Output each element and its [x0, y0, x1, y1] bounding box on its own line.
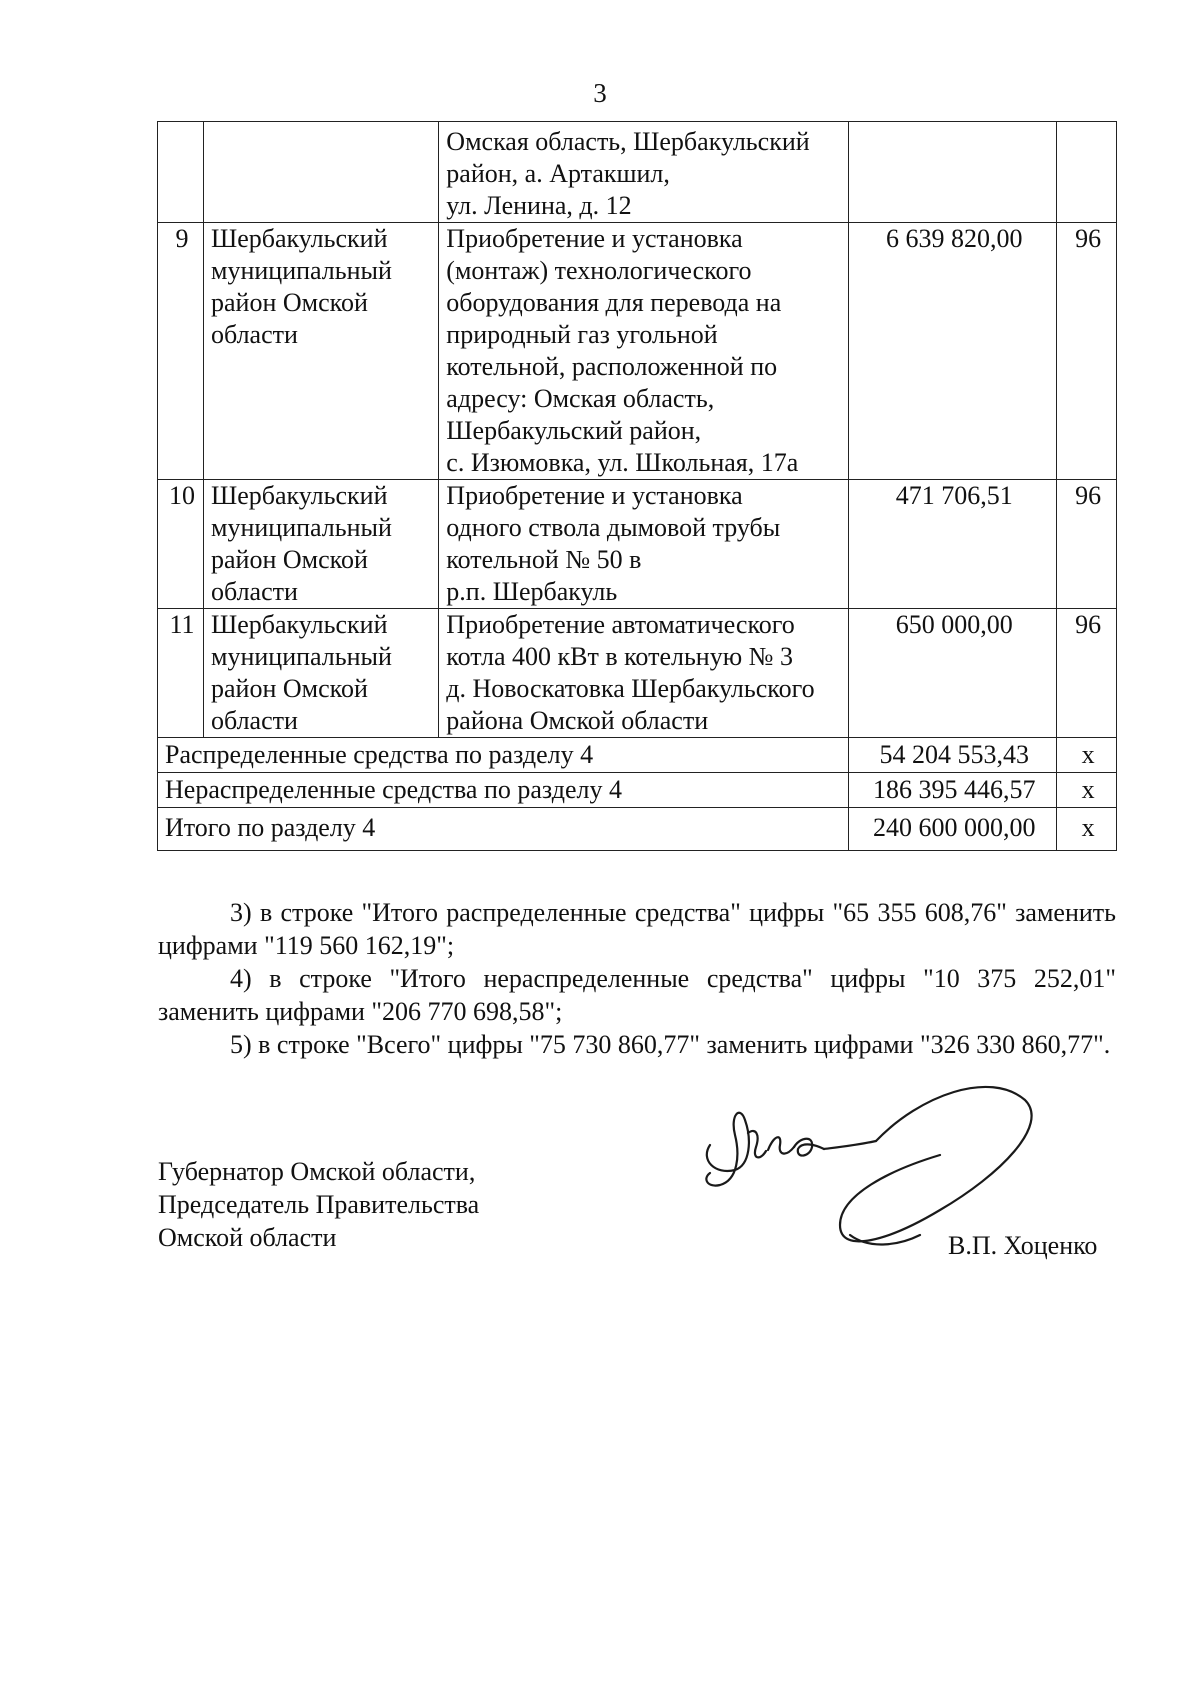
- row-percent: 96: [1057, 480, 1117, 609]
- row-percent: 96: [1057, 609, 1117, 738]
- recipient-line: район Омской: [211, 674, 368, 703]
- table-row: [158, 480, 1117, 609]
- row-number: [158, 122, 204, 223]
- row-percent: 96: [1057, 223, 1117, 480]
- recipient-line: области: [211, 577, 298, 606]
- signer-position-line: Омской области: [158, 1223, 337, 1252]
- totals-sum: 186 395 446,57: [849, 773, 1057, 808]
- object-line: одного ствола дымовой трубы: [446, 513, 781, 542]
- object-line: Приобретение и установка: [446, 481, 743, 510]
- paragraph-line: заменить цифрами "206 770 698,58";: [158, 997, 563, 1026]
- totals-sum: 240 600 000,00: [849, 808, 1057, 851]
- row-number: 10: [158, 480, 204, 609]
- row-sum: 471 706,51: [849, 480, 1057, 609]
- row-number: 9: [158, 223, 204, 480]
- object-line: с. Изюмовка, ул. Школьная, 17а: [446, 448, 799, 477]
- recipient-line: области: [211, 706, 298, 735]
- totals-row-section: [158, 808, 1117, 851]
- object-line: котельной № 50 в: [446, 545, 642, 574]
- object-line: Омская область, Шербакульский: [446, 127, 810, 156]
- totals-label: Итого по разделу 4: [158, 808, 849, 851]
- row-object: [439, 223, 849, 480]
- row-percent: [1057, 122, 1117, 223]
- amendment-paragraph: [158, 896, 1116, 962]
- totals-label: Нераспределенные средства по разделу 4: [158, 773, 849, 808]
- row-object: [439, 122, 849, 223]
- object-line: оборудования для перевода на: [446, 288, 782, 317]
- paragraph-line: 5) в строке "Всего" цифры "75 730 860,77" заменить цифрами: [230, 1030, 914, 1059]
- object-line: район, а. Артакшил,: [446, 159, 670, 188]
- recipient-line: муниципальный: [211, 513, 392, 542]
- row-sum: 6 639 820,00: [849, 223, 1057, 480]
- table-row: [158, 609, 1117, 738]
- totals-label: Распределенные средства по разделу 4: [158, 738, 849, 773]
- object-line: Приобретение автоматического: [446, 610, 795, 639]
- recipient-line: Шербакульский: [211, 224, 388, 253]
- signer-position: [158, 1155, 479, 1254]
- object-line: (монтаж) технологического: [446, 256, 752, 285]
- page-number: 3: [593, 78, 607, 108]
- row-sum: [849, 122, 1057, 223]
- recipient-line: Шербакульский: [211, 481, 388, 510]
- object-line: района Омской области: [446, 706, 709, 735]
- recipient-line: муниципальный: [211, 256, 392, 285]
- row-sum: 650 000,00: [849, 609, 1057, 738]
- signer-position-line: Председатель Правительства: [158, 1190, 480, 1219]
- object-line: природный газ угольной: [446, 320, 718, 349]
- row-recipient: [204, 480, 439, 609]
- recipient-line: район Омской: [211, 545, 368, 574]
- signer-position-line: Губернатор Омской области,: [158, 1157, 476, 1186]
- signer-name: В.П. Хоценко: [948, 1231, 1098, 1260]
- object-line: котла 400 кВт в котельную № 3: [446, 642, 793, 671]
- object-line: Приобретение и установка: [446, 224, 743, 253]
- amendment-paragraph: [158, 1028, 1116, 1061]
- object-line: д. Новоскатовка Шербакульского: [446, 674, 815, 703]
- recipient-line: области: [211, 320, 298, 349]
- amendment-paragraphs: [158, 896, 1116, 1061]
- row-recipient: [204, 122, 439, 223]
- paragraph-line: 3) в строке "Итого распределенные средства" цифры "65 355 608,76": [230, 898, 1007, 927]
- totals-row-undistributed: [158, 773, 1117, 808]
- row-object: [439, 609, 849, 738]
- row-number: 11: [158, 609, 204, 738]
- recipient-line: район Омской: [211, 288, 368, 317]
- paragraph-line: 4) в строке "Итого нераспределенные средства" цифры "10 375 252,01": [230, 964, 1116, 993]
- row-recipient: [204, 609, 439, 738]
- distribution-table: [157, 121, 1117, 851]
- table-row-continuation: [158, 122, 1117, 223]
- object-line: адресу: Омская область,: [446, 384, 715, 413]
- totals-sum: 54 204 553,43: [849, 738, 1057, 773]
- paragraph-line: "326 330 860,77".: [919, 1030, 1111, 1059]
- totals-mark: х: [1057, 738, 1117, 773]
- row-recipient: [204, 223, 439, 480]
- object-line: ул. Ленина, д. 12: [446, 191, 632, 220]
- totals-row-distributed: [158, 738, 1117, 773]
- totals-mark: х: [1057, 773, 1117, 808]
- totals-mark: х: [1057, 808, 1117, 851]
- table-row: [158, 223, 1117, 480]
- recipient-line: муниципальный: [211, 642, 392, 671]
- row-object: [439, 480, 849, 609]
- amendment-paragraph: [158, 962, 1116, 1028]
- object-line: котельной, расположенной по: [446, 352, 778, 381]
- object-line: р.п. Шербакуль: [446, 577, 618, 606]
- recipient-line: Шербакульский: [211, 610, 388, 639]
- paragraph-line: заменить цифрами "119 560 162,19";: [158, 898, 1116, 960]
- object-line: Шербакульский район,: [446, 416, 702, 445]
